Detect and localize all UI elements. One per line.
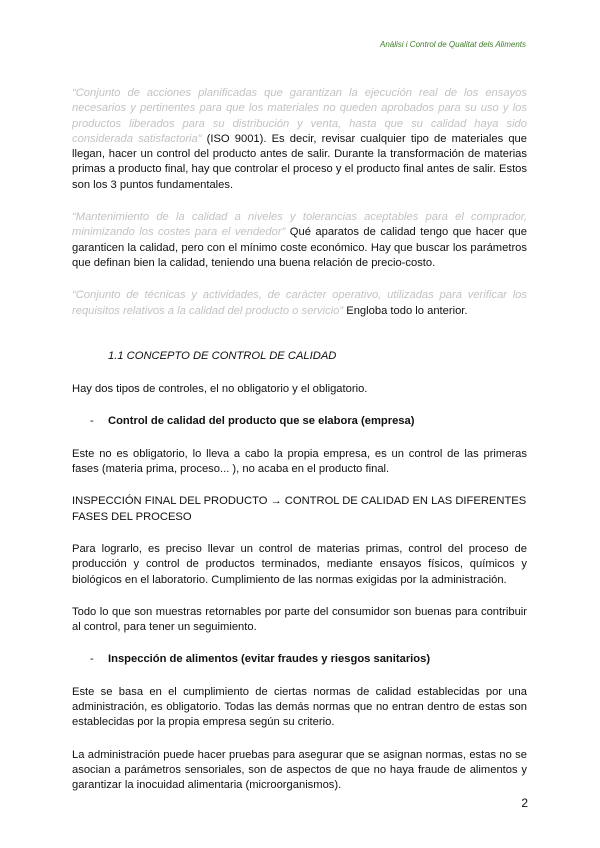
definition-iso	[72, 86, 527, 193]
bullet-dash: -	[90, 415, 94, 428]
definition-quote: “Conjunto de acciones planificadas que garantizan la ejecución real de los ensayos necesarios y pertinentes para que los materiales no queden aprobados para su uso y los productos liberados para su distribución y venta, hasta que su calidad haya sido considerada satisfactoria”	[72, 87, 527, 145]
definition-text: Qué aparatos de calidad tengo que hacer que garanticen la calidad, pero con el mínimo coste económico. Hay que buscar los parámetros que definan bien la calidad, teniendo una buena relación de precio-costo.	[72, 226, 527, 269]
paragraph-samples: Todo lo que son muestras retornables por parte del consumidor son buenas para contribuir al control, para tener un seguimiento.	[72, 605, 527, 634]
paragraph-food-inspection: Este se basa en el cumplimiento de ciertas normas de calidad establecidas por una administración, es obligatorio. Todas las demás normas que no entran dentro de estas son establecidas por la propia empresa según su criterio.	[72, 685, 527, 729]
bullet-item-food-inspection	[90, 652, 527, 667]
bullet-label: Inspección de alimentos (evitar fraudes y riesgos sanitarios)	[108, 653, 431, 666]
bullet-label: Control de calidad del producto que se elabora (empresa)	[108, 415, 415, 428]
paragraph-final-inspection: INSPECCIÓN FINAL DEL PRODUCTO → CONTROL DE CALIDAD EN LAS DIFERENTES FASES DEL PROCESO	[72, 495, 527, 523]
definition-techniques	[72, 288, 527, 319]
definition-quote: “Mantenimiento de la calidad a niveles y tolerancias aceptables para el comprador, minimizando los costes para el vendedor”	[72, 211, 527, 239]
bullet-item-company-control	[90, 414, 527, 429]
page-number: 2	[521, 796, 528, 810]
definition-text: Engloba todo lo anterior.	[343, 304, 468, 317]
page-body	[72, 86, 527, 794]
intro-paragraph: Hay dos tipos de controles, el no obligatorio y el obligatorio.	[72, 383, 368, 396]
paragraph-administration: La administración puede hacer pruebas para asegurar que se asignan normas, estas no se asocian a parámetros sensoriales, son de aspectos de que no haya fraude de alimentos y garantizar la inocuidad alimentaria (microorganismos).	[72, 748, 527, 792]
definition-cost	[72, 210, 527, 271]
definition-text: (ISO 9001). Es decir, revisar cualquier tipo de materiales que llegan, hacer un control del producto antes de salir. Durante la transformación de materias primas a producto final, hay que controlar el proceso y el producto final antes de salir. Estos son los 3 puntos fundamentales.	[72, 132, 527, 191]
bullet-dash: -	[90, 653, 94, 666]
paragraph-company-control: Este no es obligatorio, lo lleva a cabo la propia empresa, es un control de las primeras fases (materia prima, proceso... ), no acaba en el producto final.	[72, 447, 527, 476]
paragraph-achieve: Para lograrlo, es preciso llevar un control de materias primas, control del proceso de producción y control de productos terminados, mediante ensayos físicos, químicos y biológicos en el laboratorio. Cumplimiento de las normas exigidas por la administración.	[72, 542, 527, 586]
definition-quote: “Conjunto de técnicas y actividades, de carácter operativo, utilizadas para verificar los requisitos relativos a la calidad del producto o servicio”	[72, 289, 527, 317]
section-heading: 1.1 CONCEPTO DE CONTROL DE CALIDAD	[108, 349, 337, 362]
running-header: Anàlisi i Control de Qualitat dels Aliments	[380, 40, 526, 49]
